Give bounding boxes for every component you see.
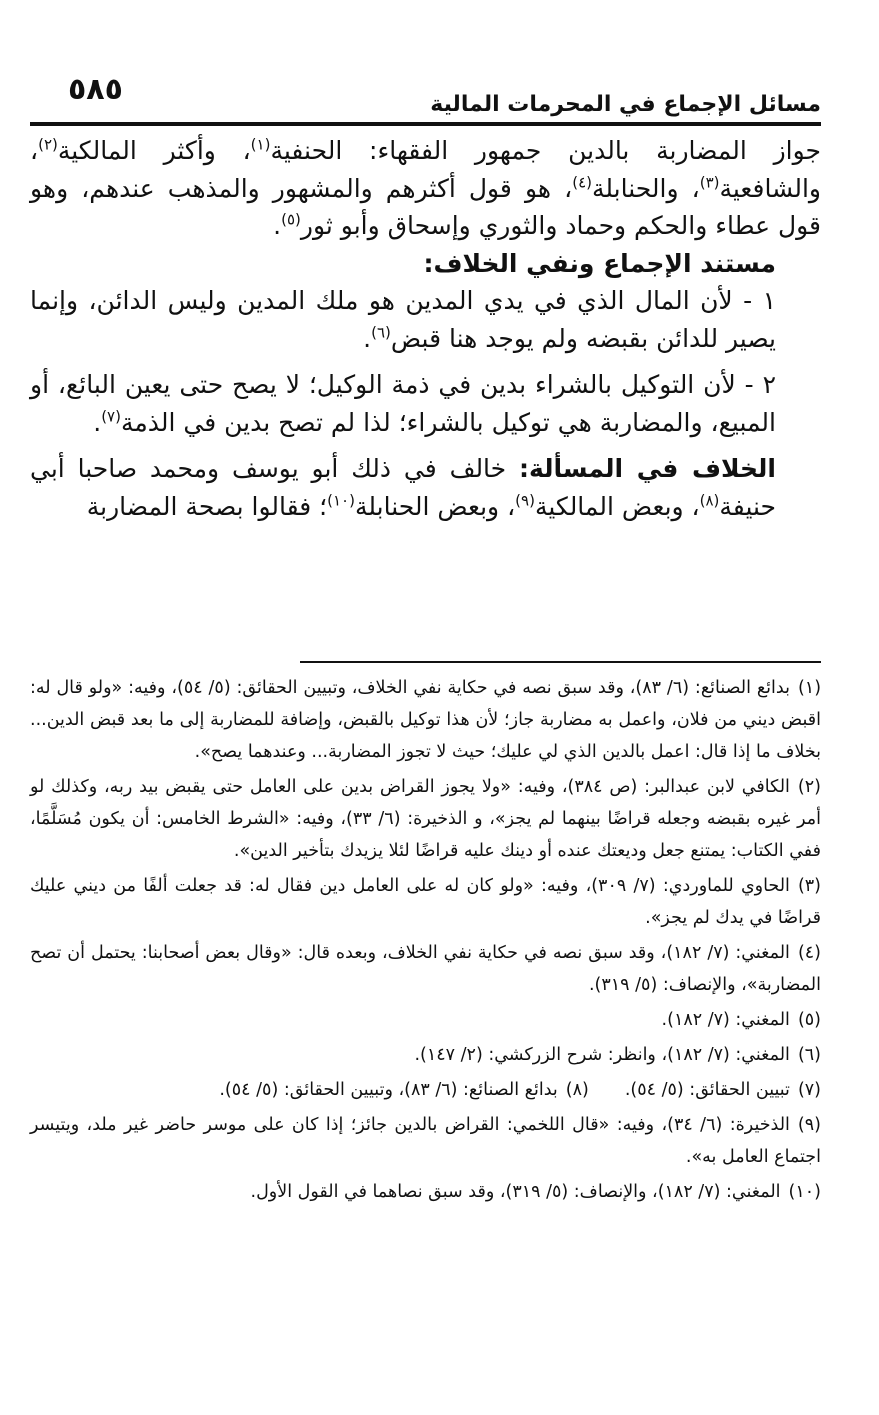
footnote-ref[interactable]: (١٠)	[327, 491, 355, 510]
footnote-4	[30, 937, 821, 1001]
footnote-text: الحاوي للماوردي: (٧/ ٣٠٩)، وفيه: «ولو كان له على العامل دين فقال له: قد جعلت ألفًا من ديني عليك قراضًا في يدك لم يجز».	[30, 876, 821, 928]
text-run: خالف في ذلك أبو يوسف ومحمد صاحبا أبي حنيفة	[30, 454, 776, 521]
footnote-1	[30, 672, 821, 768]
footnote-number: (٢)	[797, 777, 821, 797]
footnote-number: (٥)	[797, 1010, 821, 1030]
footnote-ref[interactable]: (١)	[250, 135, 271, 154]
footnote-ref[interactable]: (٤)	[572, 173, 592, 192]
footnote-text: المغني: (٧/ ١٨٢)، والإنصاف: (٥/ ٣١٩)، وقد سبق نصاهما في القول الأول.	[250, 1182, 781, 1202]
footnote-number: (٣)	[797, 876, 821, 896]
footnote-number: (٨)	[565, 1080, 589, 1100]
footnote-number: (١)	[797, 678, 822, 698]
footnote-number: (٦)	[797, 1045, 821, 1065]
text-run: .	[273, 211, 282, 240]
running-title: مسائل الإجماع في المحرمات المالية	[430, 92, 821, 117]
footnote-ref[interactable]: (٣)	[699, 173, 720, 192]
footnote-text: المغني: (٧/ ١٨٢)، وقد سبق نصه في حكاية نفي الخلاف، وبعده قال: «وقال بعض أصحابنا: يحتمل أن تصح المضاربة»، والإنصاف: (٥/ ٣١٩).	[30, 943, 821, 995]
footnote-ref[interactable]: (٨)	[699, 491, 720, 510]
footnote-row-7-8	[30, 1074, 821, 1106]
footnote-text: بدائع الصنائع: (٦/ ٨٣)، وتبيين الحقائق: (٥/ ٥٤).	[219, 1080, 558, 1100]
paragraph-reason-1	[30, 282, 821, 357]
footnote-text: بدائع الصنائع: (٦/ ٨٣)، وقد سبق نصه في حكاية نفي الخلاف، وتبيين الحقائق: (٥/ ٥٤)، وفيه: «ولو قال له: اقبض ديني من فلان، واعمل به مضاربة جاز؛ لأن هذا توكيل بالقبض، وإضافة للمضاربة إلى ما بعد قبض الدين... بخلاف ما إذا قال: اعمل بالدين الذي لي عليك؛ حيث لا تجوز المضاربة... وعندهما يصح».	[30, 678, 821, 762]
footnote-text: الذخيرة: (٦/ ٣٤)، وفيه: «قال اللخمي: القراض بالدين جائز؛ إذا كان على موسر حاضر غير ملد، ويتيسر اجتماع العامل به».	[30, 1115, 821, 1167]
paragraph-majority-view	[30, 132, 821, 245]
footnotes	[30, 672, 821, 1211]
footnote-5	[30, 1004, 821, 1036]
footnote-ref[interactable]: (٥)	[281, 210, 301, 229]
footnote-number: (٩)	[797, 1115, 821, 1135]
text-run: .	[363, 323, 372, 353]
main-text	[30, 132, 821, 534]
footnote-ref[interactable]: (٦)	[371, 323, 391, 342]
footnote-text: المغني: (٧/ ١٨٢).	[661, 1010, 790, 1030]
footnote-number: (٧)	[797, 1080, 821, 1100]
page-header	[30, 70, 821, 124]
section-heading: الخلاف في المسألة:	[519, 454, 776, 483]
text-run: ، هو قول أكثرهم والمشهور والمذهب عندهم، وهو قول عطاء والحكم وحماد والثوري وإسحاق وأبو ثور	[30, 173, 821, 240]
text-run: ، وبعض المالكية	[534, 491, 700, 521]
footnote-10	[30, 1176, 821, 1208]
footnote-number: (٤)	[797, 943, 821, 963]
footnote-text: المغني: (٧/ ١٨٢)، وانظر: شرح الزركشي: (٢/ ١٤٧).	[414, 1045, 790, 1065]
footnote-7	[625, 1074, 821, 1106]
page-number: ٥٨٥	[68, 72, 123, 107]
footnote-text: الكافي لابن عبدالبر: (ص ٣٨٤)، وفيه: «ولا يجوز القراض بدين على العامل حتى يقبض بيد ربه، وكذلك لو أمر غيره بقبضه وجعله قراضًا بينهما لم يجز»، و الذخيرة: (٦/ ٣٣)، وفيه: «الشرط الخامس: أن يكون مُسَلَّمًا، ففي الكتاب: يمتنع جعل وديعتك عنده أو دينك عليه قراضًا لئلا يزيدك بتأخير الدين».	[30, 777, 821, 861]
text-run: ، والشافعية	[30, 136, 821, 203]
footnote-separator	[300, 661, 821, 663]
footnote-ref[interactable]: (٩)	[515, 491, 535, 510]
footnote-9	[30, 1109, 821, 1173]
text-run: ١ - لأن المال الذي في يدي المدين هو ملك المدين وليس الدائن، وإنما يصير للدائن بقبضه ولم يوجد هنا قبض	[30, 286, 776, 353]
paragraph-disagreement	[30, 450, 821, 525]
heading-consensus-basis: مستند الإجماع ونفي الخلاف:	[423, 248, 776, 278]
footnote-6	[30, 1039, 821, 1071]
footnote-ref[interactable]: (٧)	[101, 407, 121, 426]
text-run: ، والحنابلة	[591, 173, 700, 203]
footnote-number: (١٠)	[788, 1182, 821, 1202]
text-run: ، وأكثر المالكية	[57, 136, 251, 165]
text-run: .	[93, 407, 102, 437]
text-run: ؛ فقالوا بصحة المضاربة	[86, 491, 328, 521]
text-run: جواز المضاربة بالدين جمهور الفقهاء: الحنفية	[270, 136, 821, 165]
header-rule	[30, 122, 821, 126]
text-run: ٢ - لأن التوكيل بالشراء بدين في ذمة الوكيل؛ لا يصح حتى يعين البائع، أو المبيع، والمضاربة هي توكيل بالشراء؛ لذا لم تصح بدين في الذمة	[30, 370, 776, 437]
footnote-text: تبيين الحقائق: (٥/ ٥٤).	[624, 1080, 790, 1100]
text-run: ، وبعض الحنابلة	[354, 491, 516, 521]
footnote-ref[interactable]: (٢)	[38, 135, 58, 154]
footnote-2	[30, 771, 821, 867]
footnote-8	[219, 1074, 588, 1106]
paragraph-reason-2	[30, 366, 821, 441]
footnote-3	[30, 870, 821, 934]
